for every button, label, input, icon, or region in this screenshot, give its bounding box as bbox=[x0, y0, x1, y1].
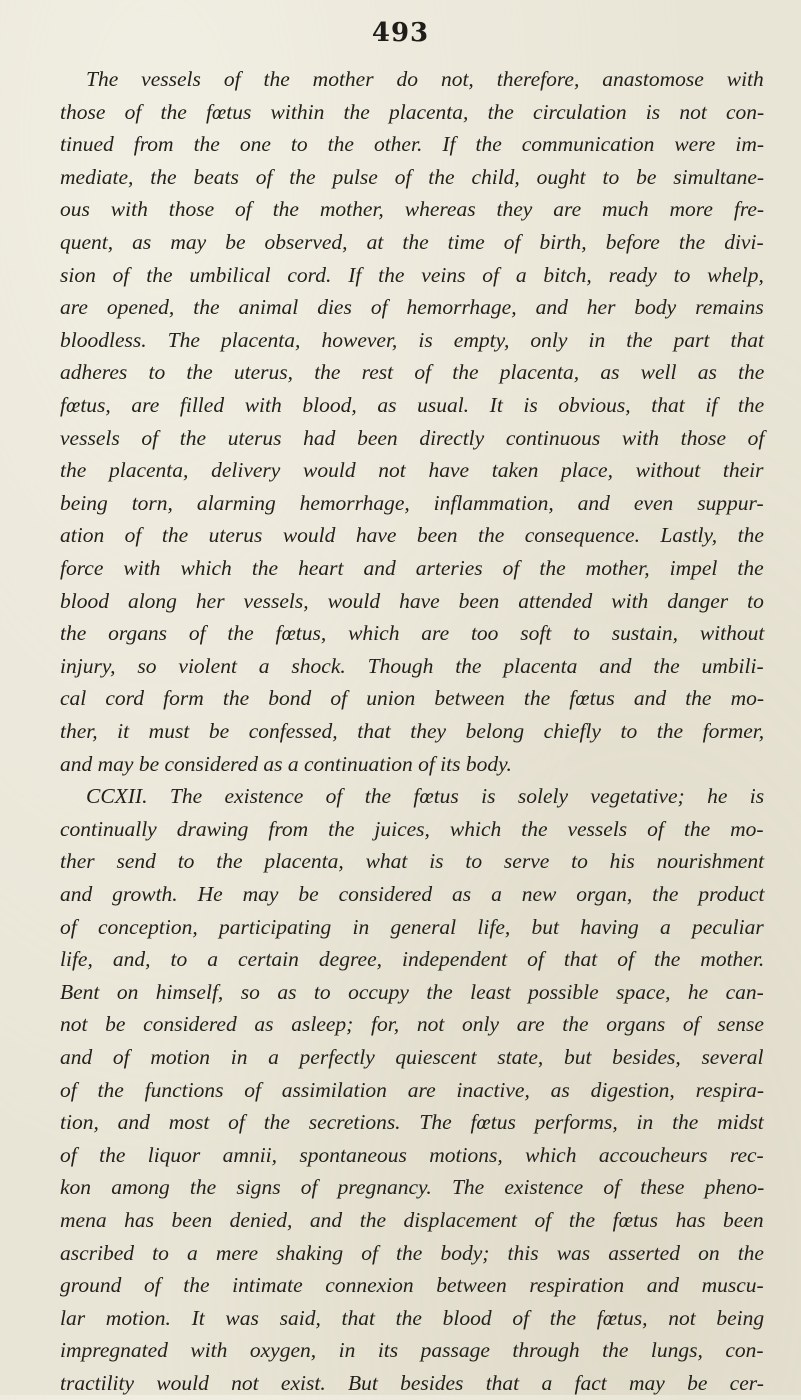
text-line: ther, it must be confessed, that they belong chiefly to the former, bbox=[60, 719, 765, 743]
text-line: ation of the uterus would have been the consequence. Lastly, the bbox=[60, 523, 764, 548]
text-line: are opened, the animal dies of hemorrhage, and her body remains bbox=[60, 295, 764, 320]
text-line: ther send to the placenta, what is to serve to his nourishment bbox=[60, 849, 765, 874]
text-line: injury, so violent a shock. Though the placenta and the umbili- bbox=[60, 653, 764, 678]
text-line: fœtus, are filled with blood, as usual. It is obvious, that if the bbox=[60, 393, 765, 417]
text-line: ascribed to a mere shaking of the body; this was asserted on the bbox=[60, 1240, 764, 1265]
text-line: force with which the heart and arteries of the mother, impel the bbox=[60, 556, 764, 580]
text-line: life, and, to a certain degree, independent of that of the mother. bbox=[60, 947, 765, 972]
text-line: being torn, alarming hemorrhage, inflammation, and even suppur- bbox=[60, 490, 764, 515]
text-line: of the functions of assimilation are inactive, as digestion, respira- bbox=[60, 1077, 765, 1102]
text-line: ous with those of the mother, whereas they are much more fre- bbox=[60, 197, 765, 222]
text-line: kon among the signs of pregnancy. The existence of these pheno- bbox=[60, 1175, 765, 1200]
text-line: tractility would not exist. But besides that a fact may be cer- bbox=[60, 1371, 764, 1395]
text-line: and may be considered as a continuation of its body. bbox=[60, 751, 512, 776]
text-line: not be considered as asleep; for, not only are the organs of sense bbox=[60, 1012, 764, 1037]
text-line: tinued from the one to the other. If the communication were im- bbox=[60, 132, 765, 157]
text-line: ground of the intimate connexion between respiration and muscu- bbox=[60, 1273, 764, 1298]
text-line: the placenta, delivery would not have taken place, without their bbox=[60, 458, 764, 483]
text-line: adheres to the uterus, the rest of the placenta, as well as the bbox=[60, 360, 765, 385]
text-line: continually drawing from the juices, which the vessels of the mo- bbox=[60, 816, 764, 841]
text-line: of the liquor amnii, spontaneous motions, which accoucheurs rec- bbox=[60, 1142, 764, 1167]
text-line: cal cord form the bond of union between the fœtus and the mo- bbox=[60, 686, 765, 711]
text-line: quent, as may be observed, at the time of birth, before the divi- bbox=[60, 230, 764, 254]
text-line: and growth. He may be considered as a new organ, the product bbox=[60, 882, 765, 906]
text-line: The vessels of the mother do not, therefore, anastomose with bbox=[86, 67, 764, 91]
text-line: impregnated with oxygen, in its passage through the lungs, con- bbox=[60, 1338, 764, 1363]
text-line: CCXII. The existence of the fœtus is solely vegetative; he is bbox=[86, 784, 765, 809]
text-line: mediate, the beats of the pulse of the child, ought to be simultane- bbox=[60, 164, 765, 189]
text-line: bloodless. The placenta, however, is empty, only in the part that bbox=[60, 327, 764, 352]
text-line: those of the fœtus within the placenta, the circulation is not con- bbox=[60, 99, 765, 124]
text-line: Bent on himself, so as to occupy the least possible space, he can- bbox=[60, 979, 764, 1004]
text-line: lar motion. It was said, that the blood of the fœtus, not being bbox=[60, 1305, 765, 1330]
text-line: mena has been denied, and the displacement of the fœtus has been bbox=[60, 1208, 764, 1232]
text-line: vessels of the uterus had been directly continuous with those of bbox=[60, 425, 765, 450]
text-line: tion, and most of the secretions. The fœtus performs, in the midst bbox=[60, 1110, 764, 1135]
text-line: sion of the umbilical cord. If the veins of a bitch, ready to whelp, bbox=[60, 262, 764, 287]
text-line: and of motion in a perfectly quiescent state, but besides, several bbox=[60, 1045, 764, 1069]
page-number: 493 bbox=[371, 18, 430, 48]
text-line: of conception, participating in general life, but having a peculiar bbox=[60, 914, 764, 939]
text-line: blood along her vessels, would have been attended with danger to bbox=[60, 588, 764, 613]
text-line: the organs of the fœtus, which are too soft to sustain, without bbox=[60, 621, 765, 646]
